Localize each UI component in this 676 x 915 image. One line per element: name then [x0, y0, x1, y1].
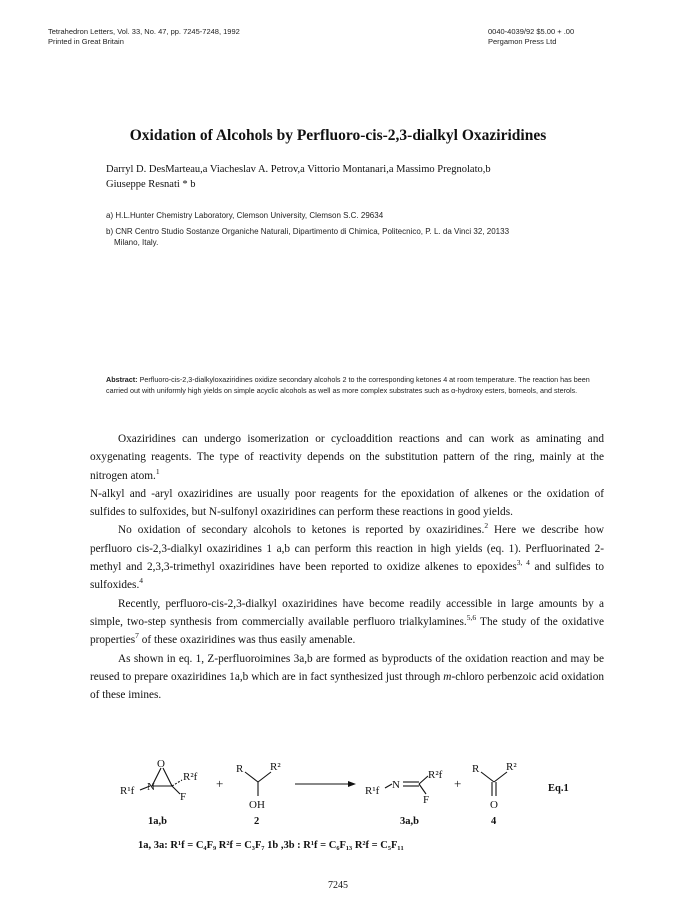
body-text: [90, 430, 604, 704]
p4-text-c: of these oxaziridines was thus easily amenable.: [138, 634, 356, 647]
ref-5-6: 5,6: [466, 613, 477, 623]
compound-label-3: 3a,b: [400, 816, 419, 827]
r2f-label-1: R²f: [183, 771, 198, 783]
authors-line-2: Giuseppe Resnati * b: [106, 179, 196, 190]
compound-label-1: 1a,b: [148, 816, 167, 827]
p4-text-a: Recently, perfluoro-cis-2,3-dialkyl oxaziridines have become readily accessible in large amounts by a simple, two-step synthesis from commercially available perfluoro trialkylamines.: [90, 597, 604, 628]
affiliation-b-line-2: Milano, Italy.: [114, 238, 159, 247]
plus-1: +: [216, 776, 224, 791]
r-label-2: R: [236, 763, 244, 775]
atom-f-3: F: [423, 794, 430, 806]
page-number: 7245: [328, 880, 348, 891]
r2-label-2: R²: [270, 761, 281, 773]
compound-label-2: 2: [254, 816, 260, 827]
p3-text-c: and sulfides to sulfoxides.: [90, 561, 604, 592]
substituent-legend: 1a, 3a: R¹f = C₄F₉ R²f = C₃F₇ 1b ,3b : R¹f = C₆F₁₃ R²f = C₅F₁₁: [138, 840, 404, 851]
atom-o: O: [157, 758, 165, 770]
paragraph-2: N-alkyl and -aryl oxaziridines are usually poor reagents for the epoxidation of alkenes or the oxidation of sulfides to sulfoxides, but N-sulfonyl oxaziridines can perform these reactions in good yields.: [90, 487, 604, 519]
affiliation-b-line-1: b) CNR Centro Studio Sostanze Organiche Naturali, Dipartimento di Chimica, Politecnico, P. L. da Vinci 32, 20133: [106, 227, 510, 236]
atom-n-3: N: [392, 779, 400, 791]
imine-structure: [365, 769, 443, 806]
ref-7: 7: [135, 631, 139, 641]
reaction-scheme: [90, 758, 604, 868]
atom-o-4: O: [490, 799, 498, 811]
alcohol-structure: [236, 761, 281, 811]
r2f-label-3: R²f: [428, 769, 443, 781]
p3-text-b: Here we describe how perfluoro cis-2,3-dialkyl oxaziridines 1 a,b can perform this reaction in high yields (eq. 1). Perfluorinated 2-methyl and 2,3,3-trimethyl oxaziridines have been reported to oxidize alkenes to epoxides: [90, 524, 604, 574]
paragraph-4: [90, 595, 604, 650]
r1f-label-3: R¹f: [365, 785, 380, 797]
author-list: [106, 162, 626, 192]
publisher-line: Pergamon Press Ltd: [488, 37, 557, 46]
r-label-4: R: [472, 763, 480, 775]
journal-citation: [48, 27, 240, 47]
paper-title: Oxidation of Alcohols by Perfluoro-cis-2,3-dialkyl Oxaziridines: [129, 127, 547, 144]
equation-label: Eq.1: [548, 783, 569, 794]
p3-text-a: No oxidation of secondary alcohols to ketones is reported by oxaziridines.: [118, 524, 485, 537]
paragraph-5: [90, 650, 604, 705]
oxaziridine-structure: [120, 758, 198, 803]
affiliation-a: a) H.L.Hunter Chemistry Laboratory, Clemson University, Clemson S.C. 29634: [106, 211, 384, 220]
p5-text-a: As shown in eq. 1, Z-perfluoroimines 3a,b are formed as byproducts of the oxidation reaction and may be reused to prepare oxaziridines 1a,b which are in fact synthesized just through: [90, 652, 604, 683]
compound-label-4: 4: [491, 816, 497, 827]
ref-4: 4: [139, 576, 144, 586]
printed-line: Printed in Great Britain: [48, 37, 124, 46]
abstract-label: Abstract:: [106, 375, 138, 384]
ketone-structure: [472, 761, 517, 811]
abstract: [106, 375, 596, 396]
authors-line-1: Darryl D. DesMarteau,a Viacheslav A. Petrov,a Vittorio Montanari,a Massimo Pregnolato,b: [106, 164, 491, 175]
price-block: [488, 27, 574, 47]
p5-italic-m: m: [443, 670, 452, 683]
p5-text-b: -chloro perbenzoic acid oxidation of these imines.: [90, 670, 604, 702]
r1f-label-1: R¹f: [120, 785, 135, 797]
r2-label-4: R²: [506, 761, 517, 773]
reaction-arrow: [295, 781, 356, 787]
atom-f-1: F: [180, 791, 187, 803]
paragraph-3: [90, 521, 604, 594]
p1-text: Oxaziridines can undergo isomerization or cycloaddition reactions and can work as aminating and oxygenating reagents. The type of reactivity depends on the substitution pattern of the ring, mainly at the nitrogen atom.: [90, 433, 604, 482]
atom-oh: OH: [249, 799, 265, 811]
price-line: 0040-4039/92 $5.00 + .00: [488, 27, 575, 36]
abstract-text: Perfluoro-cis-2,3-dialkyloxaziridines oxidize secondary alcohols 2 to the corresponding ketones 4 at room temperature. The reaction has been carried out with uniformly high yields on simple acyclic alcohols as well as more complex substrates such as α-hydroxy esters, borneols, and sterols.: [106, 375, 590, 395]
paragraph-1: [90, 430, 604, 485]
affiliation-b: [106, 226, 626, 248]
atom-n: N: [147, 781, 155, 793]
ref-1: 1: [155, 466, 160, 476]
journal-line: Tetrahedron Letters, Vol. 33, No. 47, pp. 7245-7248, 1992: [48, 27, 240, 36]
p4-text-b: The study of the oxidative properties: [90, 615, 604, 647]
ref-3-4: 3, 4: [516, 558, 530, 568]
plus-2: +: [454, 776, 462, 791]
ref-2: 2: [484, 521, 489, 531]
